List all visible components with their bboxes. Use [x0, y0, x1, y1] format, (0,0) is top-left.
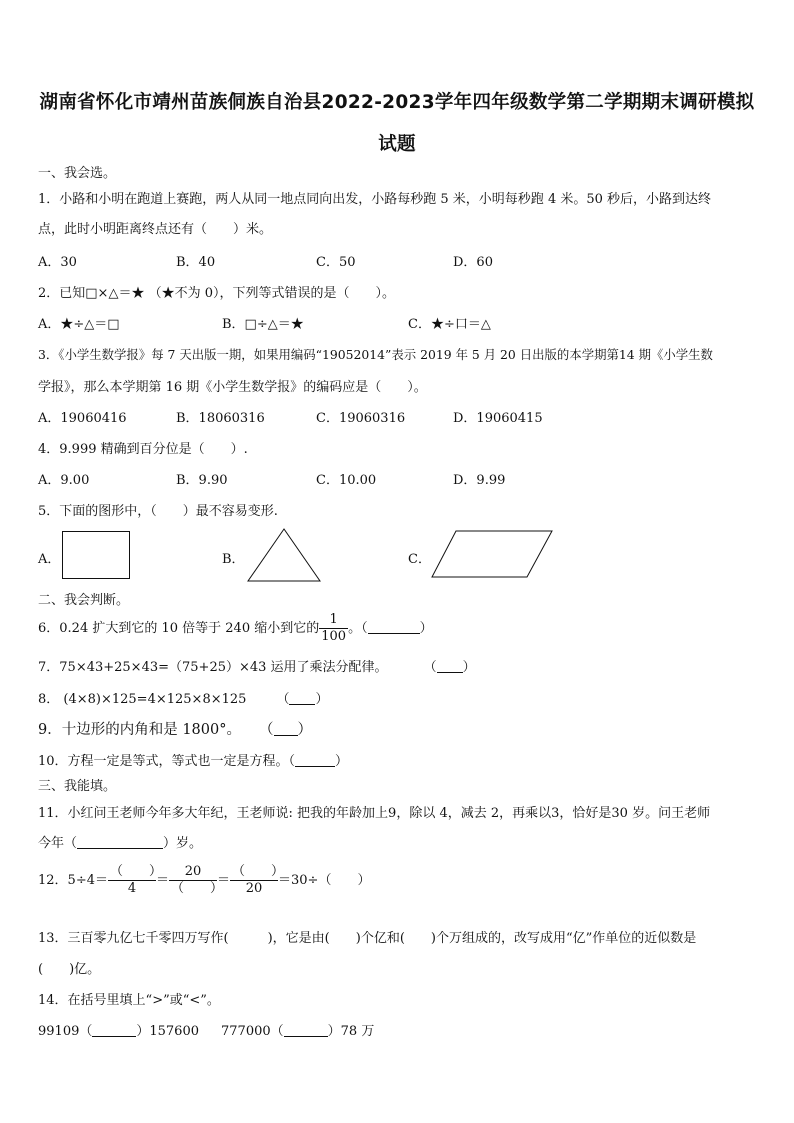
- fraction-blank-over-20[interactable]: [230, 864, 285, 897]
- question-14-stem: 14．在括号里填上“>”或“<”。: [38, 993, 220, 1008]
- question-4-option-d[interactable]: D．9.99: [453, 473, 506, 488]
- question-1-option-a[interactable]: A．30: [38, 255, 77, 270]
- fraction-denominator: 100: [321, 629, 347, 644]
- rectangle-figure: [62, 531, 130, 579]
- question-10: [38, 750, 348, 769]
- question-1-line1: 1．小路和小明在跑道上赛跑，两人从同一地点同向出发，小路每秒跑 5 米，小明每秒跑 4 米。50 秒后，小路到达终: [38, 192, 712, 207]
- question-2-stem: 2．已知□×△＝★ （★不为 0），下列等式错误的是（ ）。: [38, 286, 395, 301]
- question-9-paren-close: ）: [297, 722, 312, 738]
- fraction-2-denominator: （ ）: [171, 881, 224, 896]
- fraction-numerator: 1: [329, 612, 338, 627]
- question-11-prefix: 今年（: [38, 836, 78, 851]
- question-5-option-b[interactable]: B．: [222, 552, 245, 567]
- question-11-line2: [38, 832, 202, 851]
- question-2-option-c[interactable]: C．★÷口＝△: [408, 317, 491, 332]
- question-6-paren-close: ）: [419, 621, 433, 636]
- parallelogram-figure: [431, 530, 553, 578]
- question-7-paren-open: （: [423, 660, 437, 675]
- question-2-option-b[interactable]: B．□÷△＝★: [222, 317, 304, 332]
- equals-sign-1: ＝: [155, 873, 169, 888]
- question-8-answer-blank[interactable]: [289, 691, 315, 705]
- question-8-stem: 8． (4×8)×125=4×125×8×125: [38, 692, 247, 707]
- page-title: 湖南省怀化市靖州苗族侗族自治县2022-2023学年四年级数学第二学期期末调研模拟: [39, 92, 755, 113]
- fraction-1-numerator: （ ）: [109, 864, 162, 879]
- question-1-option-d[interactable]: D．60: [453, 255, 493, 270]
- question-5-option-c[interactable]: C．: [408, 552, 431, 567]
- compare-a-blank[interactable]: [92, 1023, 136, 1037]
- question-12: [38, 864, 370, 897]
- compare-b-right: ）78 万: [327, 1024, 375, 1039]
- question-4-option-b[interactable]: B．9.90: [176, 473, 228, 488]
- question-14-compare: [38, 1020, 374, 1039]
- fraction-blank-over-4[interactable]: [108, 864, 162, 897]
- question-3-line1: 3．《小学生数学报》每 7 天出版一期，如果用编码“19052014”表示 2019 年 5 月 20 日出版的本学期第14 期《小学生数: [38, 347, 713, 362]
- fraction-1-denominator: 4: [108, 880, 156, 897]
- question-9-paren-open: （: [259, 722, 274, 738]
- section-heading-judge: 二、我会判断。: [38, 593, 130, 608]
- question-6-paren-open: 。（: [348, 621, 368, 636]
- question-7-paren-close: ）: [462, 660, 476, 675]
- section-heading-choose: 一、我会选。: [38, 166, 117, 181]
- question-9-stem: 9．十边形的内角和是 1800°。: [38, 722, 241, 738]
- question-10-stem: 10．方程一定是等式，等式也一定是方程。（: [38, 754, 296, 769]
- question-6-answer-blank[interactable]: [368, 620, 420, 634]
- question-3-option-a[interactable]: A．19060416: [38, 411, 127, 426]
- question-9: [38, 718, 312, 739]
- question-13-line1: 13．三百零九亿七千零四万写作( )，它是由( )个亿和( )个万组成的，改写成用“亿”作单位的近似数是: [38, 931, 697, 946]
- page-title-line2: 试题: [378, 134, 416, 155]
- question-1-option-c[interactable]: C．50: [316, 255, 356, 270]
- question-7: [38, 656, 476, 675]
- fraction-3-numerator: （ ）: [232, 864, 285, 879]
- question-3-line2: 学报》，那么本学期第 16 期《小学生数学报》的编码应是（ ）。: [38, 380, 427, 395]
- triangle-figure: [247, 528, 321, 582]
- question-4-option-c[interactable]: C．10.00: [316, 473, 377, 488]
- question-8-paren-close: ）: [315, 692, 329, 707]
- fraction-20-over-blank[interactable]: [169, 864, 224, 897]
- question-5-stem: 5．下面的图形中，（ ）最不容易变形.: [38, 504, 278, 519]
- question-6-stem: 6．0.24 扩大到它的 10 倍等于 240 缩小到它的: [38, 621, 320, 636]
- question-10-paren-close: ）: [335, 754, 349, 769]
- question-9-answer-blank[interactable]: [274, 722, 298, 736]
- compare-b-left: 777000（: [221, 1024, 284, 1039]
- question-11-answer-blank[interactable]: [77, 835, 163, 849]
- question-10-answer-blank[interactable]: [295, 753, 335, 767]
- question-8: [38, 688, 328, 707]
- question-12-lead: 12．5÷4＝: [38, 873, 108, 888]
- fraction-3-denominator: 20: [230, 880, 278, 897]
- compare-a-right: ）157600: [136, 1024, 199, 1039]
- question-3-option-d[interactable]: D．19060415: [453, 411, 543, 426]
- question-11-line1: 11．小红问王老师今年多大年纪，王老师说: 把我的年龄加上9，除以 4，减去 2，再乘以3，恰好是30 岁。问王老师: [38, 806, 711, 821]
- question-2-option-a[interactable]: A．★÷△＝□: [38, 317, 120, 332]
- question-7-stem: 7．75×43+25×43=（75+25）×43 运用了乘法分配律。: [38, 660, 388, 675]
- fraction-2-numerator: 20: [184, 864, 202, 879]
- question-8-paren-open: （: [276, 692, 290, 707]
- fraction-one-hundredth: [319, 612, 348, 645]
- question-3-option-c[interactable]: C．19060316: [316, 411, 406, 426]
- question-5-option-a[interactable]: A．: [38, 552, 61, 567]
- section-heading-fill: 三、我能填。: [38, 779, 117, 794]
- question-11-suffix: ）岁。: [163, 836, 203, 851]
- compare-a-left: 99109（: [38, 1024, 93, 1039]
- question-13-line2: ( )亿。: [38, 962, 101, 977]
- question-4-option-a[interactable]: A．9.00: [38, 473, 90, 488]
- question-1-line2: 点，此时小明距离终点还有（ ）米。: [38, 222, 273, 237]
- compare-b-blank[interactable]: [284, 1023, 328, 1037]
- question-3-option-b[interactable]: B．18060316: [176, 411, 265, 426]
- equals-sign-2: ＝: [217, 873, 231, 888]
- question-4-stem: 4．9.999 精确到百分位是（ ）.: [38, 442, 248, 457]
- question-12-tail: ＝30÷（ ）: [278, 873, 371, 888]
- question-6: [38, 612, 433, 645]
- question-1-option-b[interactable]: B．40: [176, 255, 216, 270]
- question-7-answer-blank[interactable]: [437, 659, 463, 673]
